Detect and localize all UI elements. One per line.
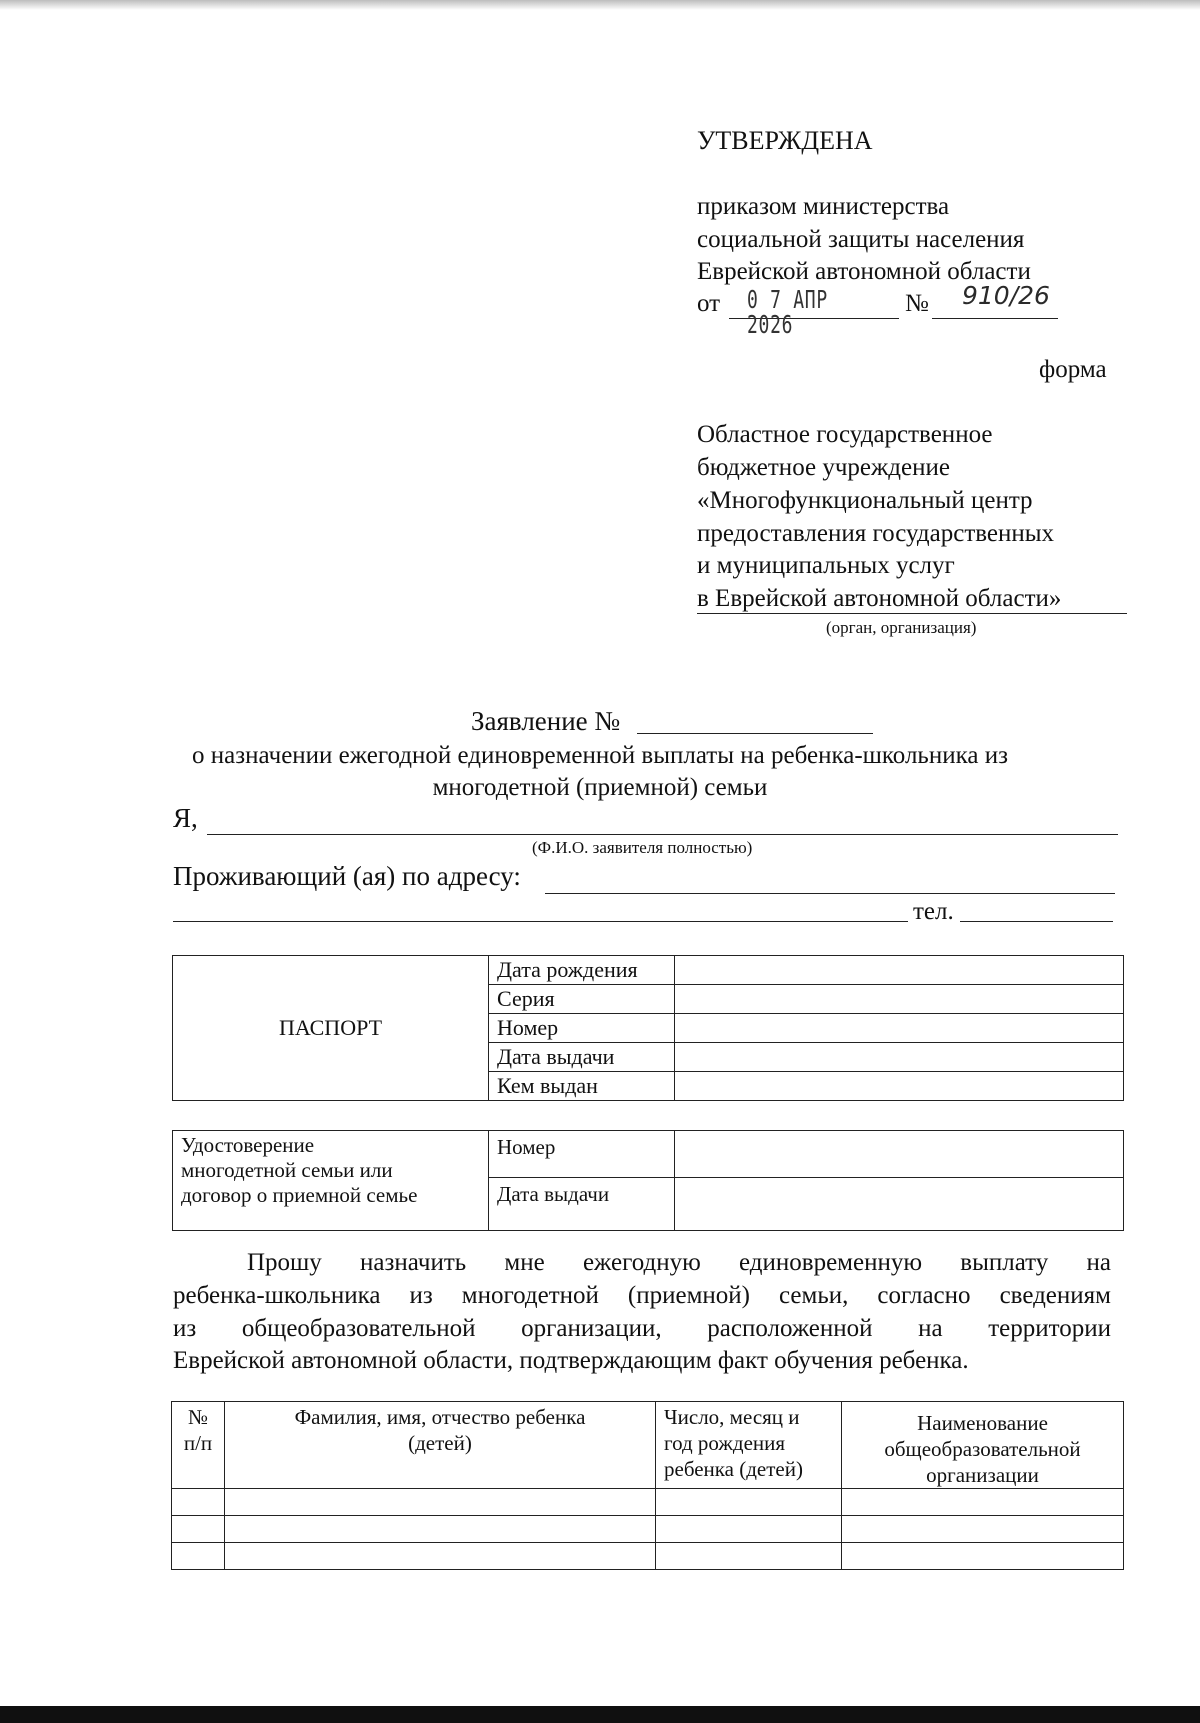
phone-label: тел. [913,898,954,925]
request-line-2: ребенка-школьника из многодетной (приемной) семьи, согласно сведениям [173,1282,1111,1309]
approval-line-2: социальной защиты населения [697,226,1025,253]
header-line: организации [926,1463,1039,1487]
table-row [172,1516,1124,1543]
passport-field-label: Номер [489,1014,675,1043]
approval-date-field [729,285,899,339]
table-cell[interactable] [172,1489,225,1516]
passport-field-label: Дата выдачи [489,1043,675,1072]
certificate-table [172,1130,1124,1231]
table-cell[interactable] [842,1543,1124,1570]
date-stamp: 0 7 АПР 2026 [747,285,828,339]
application-number-field [637,708,873,734]
header-line: Число, месяц и [664,1405,800,1429]
passport-value-cell[interactable] [675,956,1124,985]
header-line: п/п [183,1431,213,1455]
request-line-3: из общеобразовательной организации, расположенной на территории [173,1315,1111,1342]
approval-line-1: приказом министерства [697,193,950,220]
applicant-name-field [207,808,1118,835]
table-cell[interactable] [225,1543,656,1570]
request-line-4: Еврейской автономной области, подтверждающим факт обучения ребенка. [173,1347,969,1374]
recipient-line: Областное государственное [697,421,993,448]
header-line: общеобразовательной [884,1437,1081,1461]
form-label: форма [1039,356,1107,383]
handwritten-number: 910/26 [962,281,1050,310]
recipient-line: предоставления государственных [697,520,1055,547]
approval-date-prefix: от [697,290,721,317]
header-line: (детей) [408,1431,472,1455]
phone-field [960,896,1113,922]
address-field [545,866,1115,894]
application-subtitle-2: многодетной (приемной) семьи [432,774,768,801]
application-title: Заявление № [471,706,621,736]
children-table [171,1401,1124,1570]
address-field-2 [173,896,908,922]
table-cell[interactable] [656,1489,842,1516]
recipient-line: бюджетное учреждение [697,454,950,481]
passport-label: ПАСПОРТ [173,956,489,1101]
recipient-line: и муниципальных услуг [697,552,955,579]
table-row [172,1489,1124,1516]
application-subtitle-1: о назначении ежегодной единовременной выплаты на ребенка-школьника из [192,742,1008,769]
applicant-caption: (Ф.И.О. заявителя полностью) [532,838,753,857]
recipient-line: «Многофункциональный центр [697,487,1033,514]
table-row [172,1543,1124,1570]
certificate-value-cell[interactable] [675,1131,1124,1178]
scan-bottom-edge [0,1706,1200,1723]
table-row [173,956,1124,985]
passport-field-label: Кем выдан [489,1072,675,1101]
table-cell[interactable] [842,1489,1124,1516]
certificate-field-label: Номер [489,1131,675,1178]
recipient-line: в Еврейской автономной области» [697,585,1062,612]
table-cell[interactable] [225,1489,656,1516]
approval-number-field [932,281,1058,319]
column-header-school [842,1402,1124,1489]
certificate-label [173,1131,489,1231]
table-cell[interactable] [656,1516,842,1543]
passport-value-cell[interactable] [675,985,1124,1014]
scan-top-edge [0,0,1200,10]
approval-line-3: Еврейской автономной области [697,258,1031,285]
header-line: Фамилия, имя, отчество ребенка [294,1405,586,1429]
recipient-caption: (орган, организация) [826,618,977,637]
certificate-label-line: договор о приемной семье [181,1183,418,1207]
request-line-1: Прошу назначить мне ежегодную единовременную выплату на [247,1249,1111,1276]
passport-field-label: Серия [489,985,675,1014]
header-line: № [187,1405,209,1429]
header-line: Наименование [917,1411,1048,1435]
recipient-underline [697,613,1127,614]
certificate-value-cell[interactable] [675,1178,1124,1231]
address-label: Проживающий (ая) по адресу: [173,861,521,891]
certificate-label-line: многодетной семьи или [181,1158,393,1182]
approval-number-prefix: № [905,290,929,317]
passport-value-cell[interactable] [675,1014,1124,1043]
approval-title: УТВЕРЖДЕНА [697,126,873,155]
table-header-row [172,1402,1124,1489]
applicant-prefix: Я, [173,803,198,833]
header-line: год рождения [664,1431,786,1455]
table-cell[interactable] [172,1516,225,1543]
certificate-field-label: Дата выдачи [489,1178,675,1231]
column-header-birth-date [656,1402,842,1489]
column-header-number [172,1402,225,1489]
table-cell[interactable] [225,1516,656,1543]
table-cell[interactable] [842,1516,1124,1543]
passport-value-cell[interactable] [675,1072,1124,1101]
table-cell[interactable] [656,1543,842,1570]
header-line: ребенка (детей) [664,1457,803,1481]
passport-field-label: Дата рождения [489,956,675,985]
table-cell[interactable] [172,1543,225,1570]
column-header-child-name [225,1402,656,1489]
passport-table [172,955,1124,1101]
passport-value-cell[interactable] [675,1043,1124,1072]
certificate-label-line: Удостоверение [181,1133,315,1157]
table-row [173,1131,1124,1178]
